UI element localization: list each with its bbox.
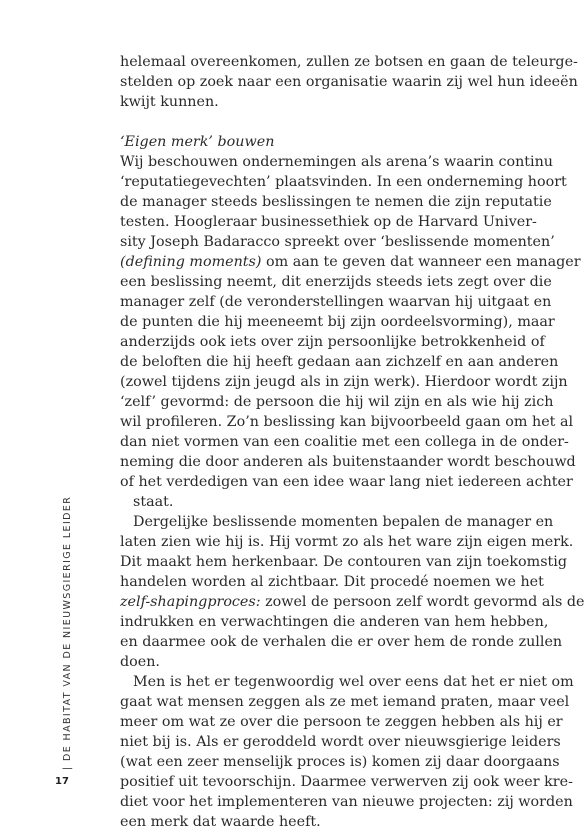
- text-line: de punten die hij meeneemt bij zijn oordeelsvorming), maar: [120, 314, 555, 330]
- text-line: indrukken en verwachtingen die anderen van hem hebben,: [120, 614, 549, 630]
- paragraph-1: [120, 152, 581, 512]
- text-line: staat.: [133, 494, 174, 510]
- text-line: of het verdedigen van een idee waar lang niet iedereen achter: [120, 474, 573, 490]
- text-line: ‘zelf’ gevormd: de persoon die hij wil zijn en als wie hij zich: [120, 394, 554, 410]
- text-line: Dit maakt hem herkenbaar. De contouren van zijn toekomstig: [120, 554, 568, 570]
- text-line: de beloften die hij heeft gedaan aan zichzelf en aan anderen: [120, 354, 559, 370]
- page-number: 17: [55, 776, 69, 787]
- paragraph-gap: [120, 112, 520, 132]
- section-heading: ‘Eigen merk’ bouwen: [120, 134, 275, 150]
- text-line: diet voor het implementeren van nieuwe projecten: zij worden: [120, 794, 573, 810]
- paragraph-2: [120, 512, 584, 672]
- text-line: meer om wat ze over die persoon te zeggen hebben als hij er: [120, 714, 563, 730]
- text-line: stelden op zoek naar een organisatie waarin zij wel hun ideeën: [120, 74, 578, 90]
- body-text: [120, 52, 584, 832]
- text-line: doen.: [120, 654, 160, 670]
- text-line: positief uit tevoorschijn. Daarmee verwerven zij ook weer kre-: [120, 774, 573, 790]
- text-line: neming die door anderen als buitenstaander wordt beschouwd: [120, 454, 576, 470]
- text-line: wil profileren. Zo’n beslissing kan bijvoorbeeld gaan om het al: [120, 414, 574, 430]
- text-line: (zowel tijdens zijn jeugd als in zijn werk). Hierdoor wordt zijn: [120, 374, 568, 390]
- text-line-with-italic: (defining moments) om aan te geven dat wanneer een manager: [120, 254, 581, 270]
- italic-term: zelf-shapingproces:: [120, 594, 261, 610]
- text-line: handelen worden al zichtbaar. Dit procedé noemen we het: [120, 574, 544, 590]
- text-line: gaat wat mensen zeggen als ze met iemand praten, maar veel: [120, 694, 570, 710]
- text-line: helemaal overeenkomen, zullen ze botsen en gaan de teleurge-: [120, 54, 578, 70]
- text-line: en daarmee ook de verhalen die er over hem de ronde zullen: [120, 634, 563, 650]
- intro-paragraph: [120, 52, 578, 112]
- italic-term: (defining moments): [120, 254, 262, 270]
- text-line: testen. Hoogleraar businessethiek op de Harvard Univer-: [120, 214, 537, 230]
- paragraph-3: [120, 672, 574, 832]
- text-line: een beslissing neemt, dit enerzijds steeds iets zegt over die: [120, 274, 552, 290]
- text-line: Dergelijke beslissende momenten bepalen de manager en: [133, 514, 554, 530]
- text-line: sity Joseph Badaracco spreekt over ‘beslissende momenten’: [120, 234, 555, 250]
- text-line: laten zien wie hij is. Hij vormt zo als het ware zijn eigen merk.: [120, 534, 574, 550]
- text-line: manager zelf (de veronderstellingen waarvan hij uitgaat en: [120, 294, 552, 310]
- text-line: Wij beschouwen ondernemingen als arena’s waarin continu: [120, 154, 554, 170]
- text-line-with-italic: zelf-shapingproces: zowel de persoon zelf wordt gevormd als de: [120, 594, 584, 610]
- text-line: dan niet vormen van een coalitie met een collega in de onder-: [120, 434, 569, 450]
- text-line: een merk dat waarde heeft.: [120, 814, 321, 830]
- running-head-vertical: | DE HABITAT VAN DE NIEUWSGIERIGE LEIDER: [62, 495, 73, 770]
- text-line: anderzijds ook iets over zijn persoonlijke betrokkenheid of: [120, 334, 545, 350]
- text-line: Men is het er tegenwoordig wel over eens dat het er niet om: [133, 674, 574, 690]
- text-line: kwijt kunnen.: [120, 94, 219, 110]
- text-line: de manager steeds beslissingen te nemen die zijn reputatie: [120, 194, 552, 210]
- text-line: niet bij is. Als er geroddeld wordt over nieuwsgierige leiders: [120, 734, 561, 750]
- text-line: (wat een zeer menselijk proces is) komen zij daar doorgaans: [120, 754, 560, 770]
- text-line: ‘reputatiegevechten’ plaatsvinden. In een onderneming hoort: [120, 174, 567, 190]
